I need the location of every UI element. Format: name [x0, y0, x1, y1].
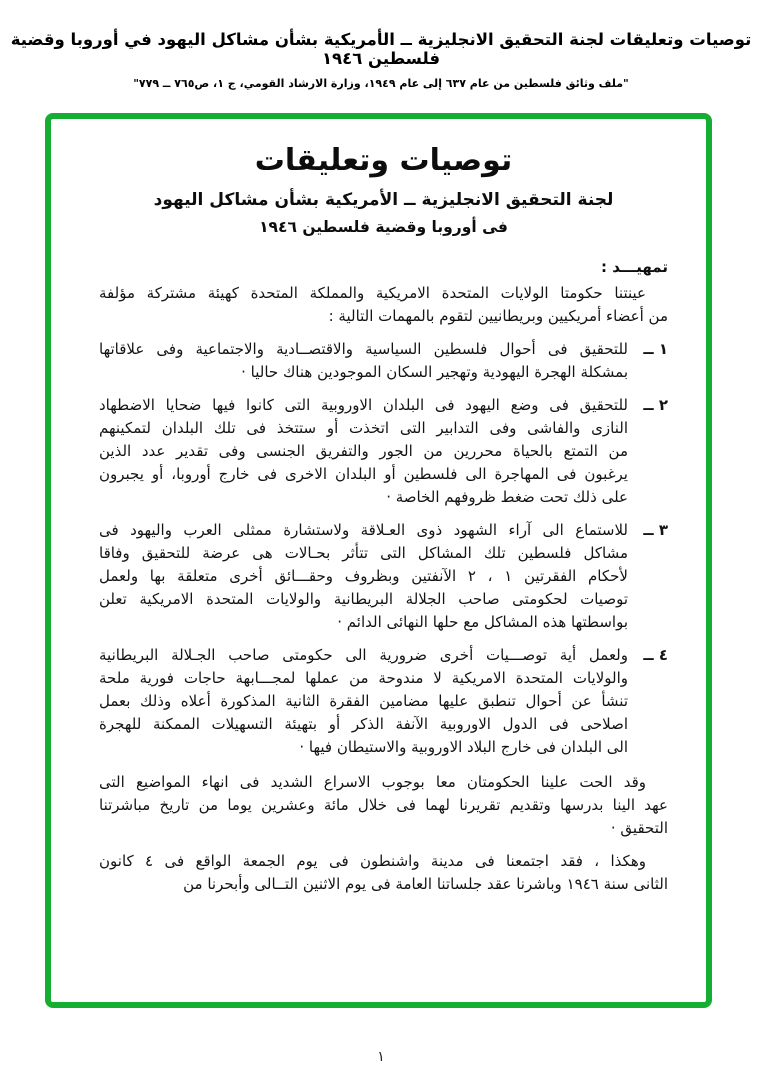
page-number: ١	[377, 1049, 385, 1065]
list-item-1	[99, 338, 668, 384]
preamble-heading: تمهيـــد :	[601, 258, 668, 276]
list-item-3-number: ٣ ــ	[643, 521, 668, 539]
text-line: على ذلك تحت ضغط ظروفهم الخاصة ·	[386, 488, 628, 506]
text-line: عهد الينا بدرسها وتقديم تقريرنا لهما فى خلال مائة وعشرين يوما من تاريخ مباشرتنا	[99, 796, 668, 814]
document-subtitle-line2: فى أوروبا وقضية فلسطين ١٩٤٦	[259, 218, 508, 236]
list-item-2-number: ٢ ــ	[643, 396, 668, 414]
closing-paragraph-1	[99, 771, 668, 840]
text-line: للاستماع الى آراء الشهود ذوى العـلاقة ولاستشارة ممثلى العرب واليهود فى	[99, 521, 628, 539]
text-line: من أعضاء أمريكيين وبريطانيين لتقوم بالمهمات التالية :	[328, 307, 668, 325]
header-title: توصيات وتعليقات لجنة التحقيق الانجليزية ــ الأمريكية بشأن مشاكل اليهود في أوروبا وقضية فلسطين ١٩٤٦	[10, 30, 752, 68]
list-item-2-text	[99, 394, 628, 509]
text-line: عينتنا حكومتا الولايات المتحدة الامريكية والمملكة المتحدة كهيئة مشتركة مؤلفة	[99, 284, 646, 302]
document-subtitle-line1: لجنة التحقيق الانجليزية ــ الأمريكية بشأن مشاكل اليهود	[153, 190, 614, 210]
list-item-1-text	[99, 338, 628, 384]
text-line: توصيات لحكومتى صاحب الجلالة البريطانية والولايات المتحدة الامريكية تعلن	[99, 590, 628, 608]
text-line: لأحكام الفقرتين ١ ، ٢ الآنفتين وبظروف وحقـــائق أخرى متعلقة بها ولعمل	[99, 567, 628, 585]
text-line: بواسطتها هذه المشاكل مع حلها النهائى الدائم ·	[337, 613, 628, 631]
text-line: وهكذا ، فقد اجتمعنا فى مدينة واشنطون فى يوم الجمعة الواقع فى ٤ كانون	[99, 852, 646, 870]
text-line: بمشكلة الهجرة اليهودية وتهجير السكان الموجودين هناك حاليا ·	[241, 363, 628, 381]
text-line: التحقيق ·	[610, 819, 668, 837]
text-line: مشاكل فلسطين تلك المشاكل التى تتأثر بحـالات هى عرضة للتحقيق وفاقا	[99, 544, 628, 562]
list-item-3-text	[99, 519, 628, 634]
text-line: والولايات المتحدة الامريكية لا مندوحة من عملها لمجـــابهة حاجات فورية ملحة	[99, 669, 628, 687]
intro-paragraph	[99, 282, 668, 328]
text-line: الثانى سنة ١٩٤٦ وباشرنا عقد جلساتنا العامة فى يوم الاثنين التــالى وأبحرنا من	[183, 875, 668, 893]
text-line: تنشأ عن أحوال تنطبق عليها مضامين الفقرة الثانية المذكورة أعلاه وذلك بعمل	[99, 692, 628, 710]
text-line: يرغبون فى المهاجرة الى فلسطين أو البلدان الاخرى فى خارج أوروبا، أو يجبرون	[99, 465, 628, 483]
list-item-3	[99, 519, 668, 634]
list-item-2	[99, 394, 668, 509]
text-line: من التمتع بالحياة محررين من الجور والتفريق الجنسى وفى تقدير عدد الذين	[99, 442, 628, 460]
text-line: الى البلدان فى خارج البلاد الاوروبية والاستيطان فيها ·	[299, 738, 628, 756]
page-header	[0, 30, 762, 90]
text-line: اصلاحى فى الدول الاوروبية الآنفة الذكر أو بتهيئة التسهيلات الممكنة للهجرة	[99, 715, 628, 733]
list-item-4-number: ٤ ــ	[643, 646, 668, 664]
document-content	[51, 119, 706, 896]
text-line: للتحقيق فى أحوال فلسطين السياسية والاقتصــادية والاجتماعية وفى علاقاتها	[99, 340, 628, 358]
text-line: وقد الحت علينا الحكومتان معا بوجوب الاسراع الشديد فى انهاء المواضيع التى	[99, 773, 646, 791]
text-line: النازى والفاشى وفى التدابير التى اتخذت أو ستتخذ فى تلك البلدان لتمكينهم	[99, 419, 628, 437]
list-item-4-text	[99, 644, 628, 759]
list-item-1-number: ١ ــ	[643, 340, 668, 358]
text-line: ولعمل أية توصـــيات أخرى ضرورية الى حكومتى صاحب الجـلالة البريطانية	[99, 646, 628, 664]
document-title: توصيات وتعليقات	[254, 143, 513, 178]
document-frame	[45, 113, 712, 1008]
text-line: للتحقيق فى وضع اليهود فى البلدان الاوروبية التى كانوا فيها ضحايا الاضطهاد	[99, 396, 628, 414]
header-source-citation: "ملف وثائق فلسطين من عام ٦٣٧ إلى عام ١٩٤٩، وزارة الارشاد القومي، ج ١، ص٧٦٥ ــ ٧٧٩"	[133, 77, 629, 90]
list-item-4	[99, 644, 668, 759]
closing-paragraph-2	[99, 850, 668, 896]
